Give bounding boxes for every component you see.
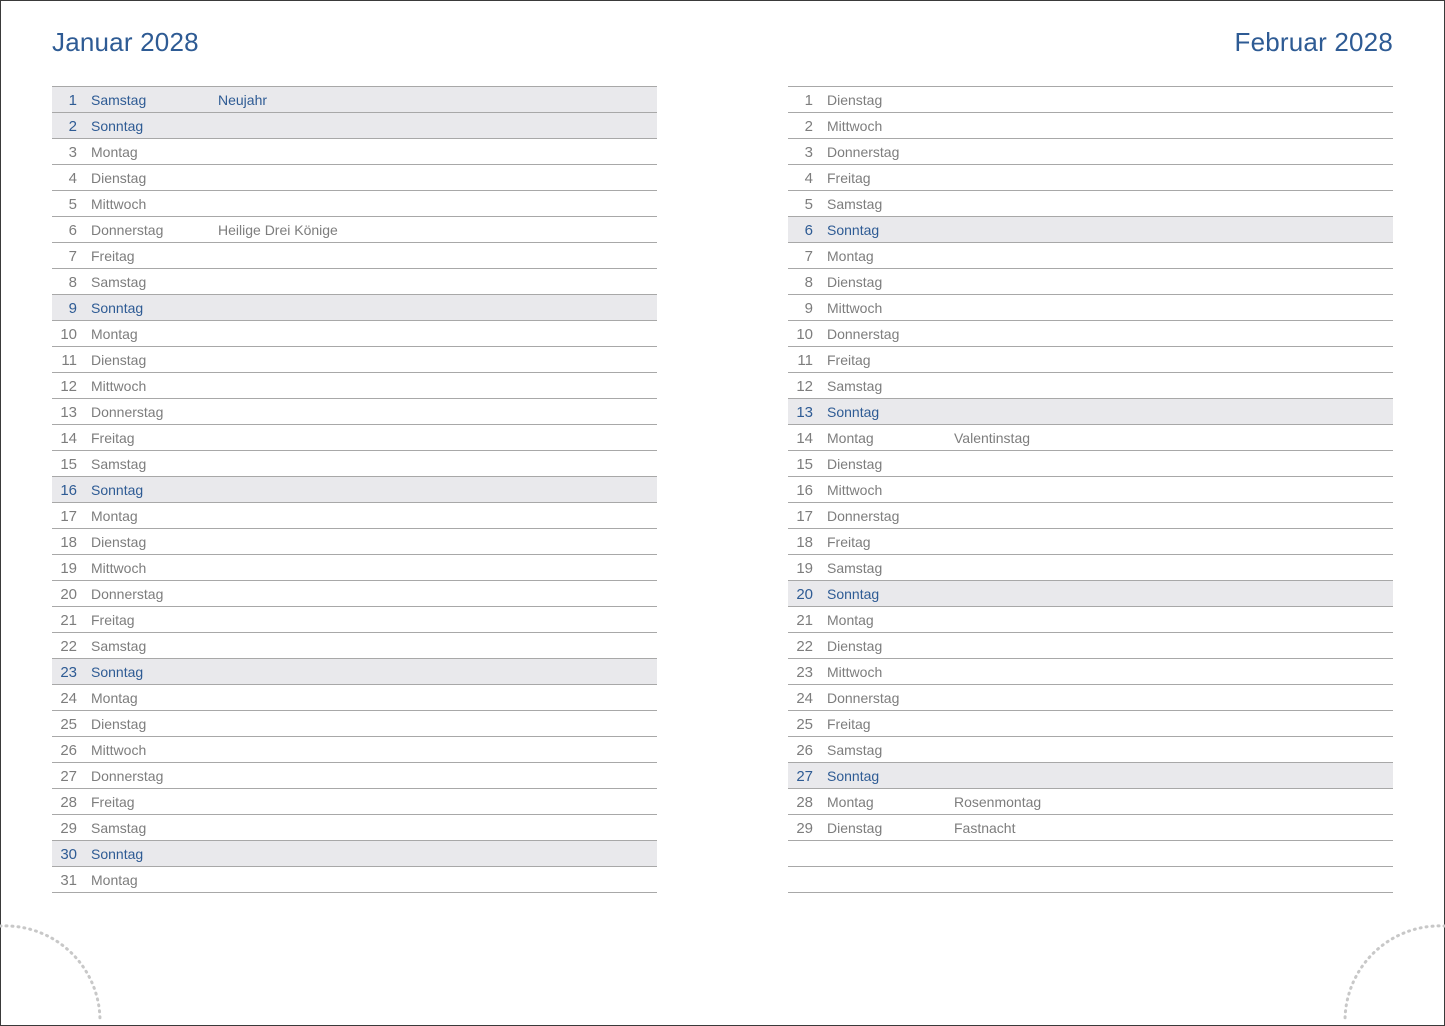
weekday-label: Sonntag	[91, 118, 144, 134]
day-number: 6	[68, 222, 77, 239]
dotted-arc-decoration-right	[1335, 916, 1445, 1026]
day-row	[52, 139, 657, 165]
day-row	[52, 451, 657, 477]
weekday-label: Dienstag	[827, 456, 883, 472]
weekday-label: Samstag	[91, 456, 147, 472]
weekday-label: Samstag	[91, 274, 147, 290]
day-number: 14	[60, 430, 77, 447]
weekday-label: Dienstag	[91, 170, 147, 186]
day-row	[788, 763, 1393, 789]
day-row	[52, 737, 657, 763]
weekday-label: Montag	[827, 248, 874, 264]
weekday-label: Samstag	[91, 92, 147, 108]
weekday-label: Dienstag	[91, 352, 147, 368]
day-number: 27	[796, 768, 813, 785]
weekday-label: Freitag	[827, 534, 871, 550]
day-row	[788, 191, 1393, 217]
day-row	[788, 451, 1393, 477]
day-number: 5	[804, 196, 813, 213]
day-row	[52, 425, 657, 451]
weekday-label: Montag	[827, 612, 874, 628]
day-row	[788, 477, 1393, 503]
day-row	[52, 87, 657, 113]
january-day-list	[52, 86, 657, 893]
day-row	[52, 347, 657, 373]
day-number: 9	[804, 300, 813, 317]
weekday-label: Donnerstag	[827, 690, 900, 706]
day-number: 3	[68, 144, 77, 161]
day-number: 17	[60, 508, 77, 525]
day-row	[52, 555, 657, 581]
weekday-label: Montag	[827, 794, 874, 810]
day-number: 28	[60, 794, 77, 811]
day-row	[52, 243, 657, 269]
weekday-label: Donnerstag	[827, 144, 900, 160]
weekday-label: Montag	[91, 872, 138, 888]
day-row	[788, 295, 1393, 321]
day-number: 14	[796, 430, 813, 447]
weekday-label: Samstag	[827, 378, 883, 394]
day-row	[788, 633, 1393, 659]
weekday-label: Samstag	[827, 742, 883, 758]
day-number: 27	[60, 768, 77, 785]
holiday-note: Neujahr	[218, 92, 268, 108]
day-row	[52, 789, 657, 815]
weekday-label: Freitag	[91, 612, 135, 628]
weekday-label: Dienstag	[91, 716, 147, 732]
holiday-note: Fastnacht	[954, 820, 1016, 836]
weekday-label: Mittwoch	[91, 742, 147, 758]
day-number: 28	[796, 794, 813, 811]
day-row	[52, 815, 657, 841]
day-number: 13	[60, 404, 77, 421]
day-row	[52, 607, 657, 633]
day-number: 22	[796, 638, 813, 655]
weekday-label: Mittwoch	[827, 118, 883, 134]
day-number: 2	[68, 118, 77, 135]
day-row	[52, 269, 657, 295]
day-number: 29	[796, 820, 813, 837]
weekday-label: Freitag	[827, 716, 871, 732]
day-number: 21	[796, 612, 813, 629]
weekday-label: Montag	[91, 690, 138, 706]
day-row	[52, 321, 657, 347]
weekday-label: Donnerstag	[827, 508, 900, 524]
day-number: 12	[796, 378, 813, 395]
day-row	[788, 867, 1393, 893]
day-row	[788, 789, 1393, 815]
day-number: 9	[68, 300, 77, 317]
day-row	[52, 373, 657, 399]
day-row	[788, 373, 1393, 399]
day-number: 24	[796, 690, 813, 707]
day-number: 13	[796, 404, 813, 421]
day-row	[788, 321, 1393, 347]
day-number: 18	[60, 534, 77, 551]
dotted-arc-decoration-left	[0, 916, 110, 1026]
day-row	[788, 581, 1393, 607]
day-number: 1	[804, 92, 813, 109]
day-row	[788, 399, 1393, 425]
day-number: 23	[60, 664, 77, 681]
weekday-label: Dienstag	[827, 274, 883, 290]
holiday-note: Valentinstag	[954, 430, 1031, 446]
day-number: 10	[60, 326, 77, 343]
day-number: 11	[61, 352, 77, 369]
day-number: 11	[797, 352, 813, 369]
weekday-label: Donnerstag	[91, 222, 164, 238]
day-number: 26	[60, 742, 77, 759]
day-row	[788, 503, 1393, 529]
weekday-label: Donnerstag	[827, 326, 900, 342]
day-number: 2	[804, 118, 813, 135]
day-number: 21	[60, 612, 77, 629]
day-row	[788, 555, 1393, 581]
day-number: 4	[804, 170, 813, 187]
day-number: 16	[796, 482, 813, 499]
day-row	[788, 347, 1393, 373]
day-row	[788, 711, 1393, 737]
weekday-label: Dienstag	[827, 820, 883, 836]
day-number: 30	[60, 846, 77, 863]
february-title: Februar 2028	[1234, 27, 1393, 57]
day-number: 19	[796, 560, 813, 577]
weekday-label: Sonntag	[91, 664, 144, 680]
day-number: 7	[68, 248, 77, 265]
weekday-label: Sonntag	[91, 482, 144, 498]
weekday-label: Sonntag	[827, 586, 880, 602]
weekday-label: Samstag	[827, 196, 883, 212]
day-row	[52, 503, 657, 529]
day-number: 24	[60, 690, 77, 707]
day-row	[788, 165, 1393, 191]
day-row	[52, 217, 657, 243]
weekday-label: Samstag	[91, 820, 147, 836]
day-row	[788, 217, 1393, 243]
day-number: 23	[796, 664, 813, 681]
weekday-label: Samstag	[91, 638, 147, 654]
weekday-label: Mittwoch	[91, 196, 147, 212]
day-number: 31	[60, 872, 77, 889]
day-row	[52, 841, 657, 867]
day-number: 18	[796, 534, 813, 551]
day-row	[52, 581, 657, 607]
day-row	[52, 477, 657, 503]
day-row	[52, 399, 657, 425]
day-number: 6	[804, 222, 813, 239]
weekday-label: Mittwoch	[827, 664, 883, 680]
day-row	[52, 113, 657, 139]
weekday-label: Montag	[91, 144, 138, 160]
weekday-label: Freitag	[827, 170, 871, 186]
weekday-label: Sonntag	[91, 846, 144, 862]
weekday-label: Montag	[91, 508, 138, 524]
day-row	[788, 139, 1393, 165]
day-row	[788, 113, 1393, 139]
day-row	[788, 685, 1393, 711]
weekday-label: Mittwoch	[91, 378, 147, 394]
day-row	[788, 841, 1393, 867]
day-number: 8	[68, 274, 77, 291]
weekday-label: Sonntag	[91, 300, 144, 316]
weekday-label: Dienstag	[91, 534, 147, 550]
weekday-label: Sonntag	[827, 768, 880, 784]
weekday-label: Sonntag	[827, 222, 880, 238]
weekday-label: Sonntag	[827, 404, 880, 420]
weekday-label: Montag	[91, 326, 138, 342]
weekday-label: Mittwoch	[91, 560, 147, 576]
day-number: 22	[60, 638, 77, 655]
day-number: 15	[60, 456, 77, 473]
day-row	[52, 867, 657, 893]
day-row	[788, 737, 1393, 763]
day-number: 20	[60, 586, 77, 603]
day-number: 10	[796, 326, 813, 343]
day-number: 8	[804, 274, 813, 291]
weekday-label: Montag	[827, 430, 874, 446]
day-row	[788, 269, 1393, 295]
day-number: 15	[796, 456, 813, 473]
day-number: 25	[796, 716, 813, 733]
day-number: 20	[796, 586, 813, 603]
day-number: 19	[60, 560, 77, 577]
weekday-label: Donnerstag	[91, 404, 164, 420]
day-row	[52, 685, 657, 711]
day-row	[788, 659, 1393, 685]
weekday-label: Freitag	[91, 248, 135, 264]
weekday-label: Donnerstag	[91, 768, 164, 784]
weekday-label: Donnerstag	[91, 586, 164, 602]
day-number: 1	[68, 92, 77, 109]
holiday-note: Heilige Drei Könige	[218, 222, 338, 238]
day-number: 26	[796, 742, 813, 759]
day-row	[52, 711, 657, 737]
day-number: 12	[60, 378, 77, 395]
day-row	[52, 165, 657, 191]
day-row	[788, 815, 1393, 841]
weekday-label: Mittwoch	[827, 300, 883, 316]
day-row	[52, 295, 657, 321]
day-row	[788, 87, 1393, 113]
weekday-label: Dienstag	[827, 92, 883, 108]
day-number: 3	[804, 144, 813, 161]
day-row	[52, 529, 657, 555]
day-row	[52, 633, 657, 659]
day-number: 17	[796, 508, 813, 525]
day-number: 4	[68, 170, 77, 187]
january-title: Januar 2028	[52, 27, 199, 57]
day-row	[788, 243, 1393, 269]
weekday-label: Samstag	[827, 560, 883, 576]
day-number: 7	[804, 248, 813, 265]
day-row	[788, 607, 1393, 633]
day-number: 5	[68, 196, 77, 213]
weekday-label: Dienstag	[827, 638, 883, 654]
day-number: 29	[60, 820, 77, 837]
weekday-label: Freitag	[91, 794, 135, 810]
weekday-label: Freitag	[827, 352, 871, 368]
day-row	[788, 425, 1393, 451]
weekday-label: Mittwoch	[827, 482, 883, 498]
day-row	[52, 191, 657, 217]
day-number: 25	[60, 716, 77, 733]
february-day-list	[788, 86, 1393, 893]
weekday-label: Freitag	[91, 430, 135, 446]
day-row	[52, 763, 657, 789]
holiday-note: Rosenmontag	[954, 794, 1042, 810]
day-number: 16	[60, 482, 77, 499]
day-row	[52, 659, 657, 685]
day-row	[788, 529, 1393, 555]
